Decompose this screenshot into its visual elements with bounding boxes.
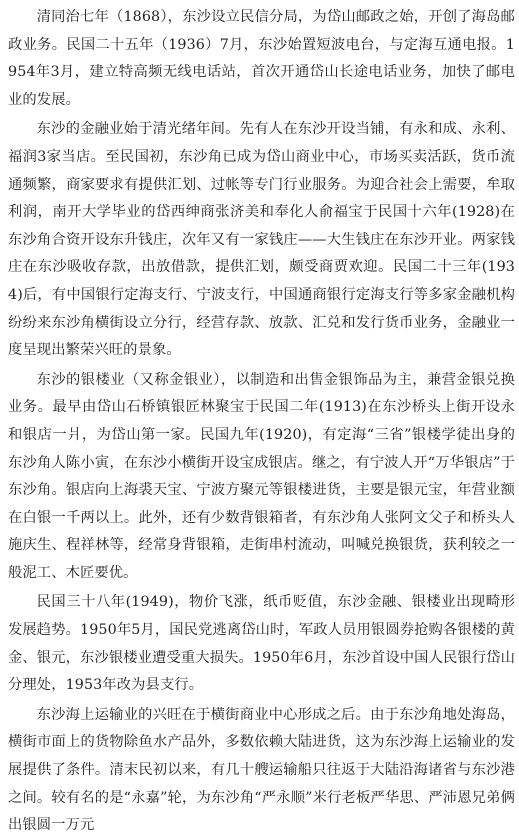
paragraph-1949-1953: 民国三十八年(1949)，物价飞涨，纸币贬值，东沙金融、银楼业出现畸形发展趋势。1950年5月，国民党逃离岱山时，军政人员用银圆券抢购各银楼的黄金、银元，东沙银楼业遭受重大损失。1950年6月，东沙首设中国人民银行岱山分理处，1953年改为县支行。 <box>8 594 515 694</box>
paragraph-finance-history: 东沙的金融业始于清光绪年间。先有人在东沙开设当铺，有永和成、永利、福润3家当店。至民国初，东沙角已成为岱山商业中心，市场买卖活跃，货币流通频繁，商家要求有提供汇划、过帐等专门行业服务。为迎合社会上需要，牟取利润，南开大学毕业的岱西绅商张济美和奉化人俞福宝于民国十六年(1928)在东沙角合资开设东升钱庄，次年又有一家钱庄——大生钱庄在东沙开业。两家钱庄在东沙吸收存款，出放借款，提供汇划，颇受商贾欢迎。民国二十三年(1934)后，有中国银行定海支行、宁波支行，中国通商银行定海支行等多家金融机构纷纷来东沙角横街设立分行，经营存款、放款、汇兑和发行货币业务，金融业一度呈现出繁荣兴旺的景象。 <box>8 121 515 359</box>
paragraph-silver-shop-history: 东沙的银楼业（又称金银业），以制造和出售金银饰品为主，兼营金银兑换业务。最早由岱山石桥镇银匠林聚宝于民国二年(1913)在东沙桥头上街开设永和银店一爿，为岱山第一家。民国九年(1920)，有定海“三省”银楼学徒出身的东沙角人陈小寅，在东沙小横街开设宝成银店。继之，有宁波人开“万华银店”于东沙角。银店向上海裘天宝、宁波方聚元等银楼进货，主要是银元宝，年营业额在白银一千两以上。此外，还有少数背银箱者，有东沙角人张阿文父子和桥头人施庆生、程祥林等，经常身背银箱，走街串村流动，叫喊兑换银货，获利较之一般泥工、木匠要优。 <box>8 371 515 581</box>
paragraph-postal-history: 清同治七年（1868），东沙设立民信分局，为岱山邮政之始，开创了海岛邮政业务。民国二十五年（1936）7月，东沙始置短波电台，与定海互通电报。1954年3月，建立特高频无线电话站，首次开通岱山长途电话业务，加快了邮电业的发展。 <box>8 9 515 108</box>
paragraph-sea-transport: 东沙海上运输业的兴旺在于横街商业中心形成之后。由于东沙角地处海岛，横街市面上的货物除鱼水产品外，多数依赖大陆进货，这为东沙海上运输业的发展提供了条件。清末民初以来，有几十艘运输船只往返于大陆沿海诸省与东沙港之间。较有名的是“永嘉”轮，为东沙角“严永顺”米行老板严华思、严沛恩兄弟俩出银圆一万元 <box>8 706 515 834</box>
